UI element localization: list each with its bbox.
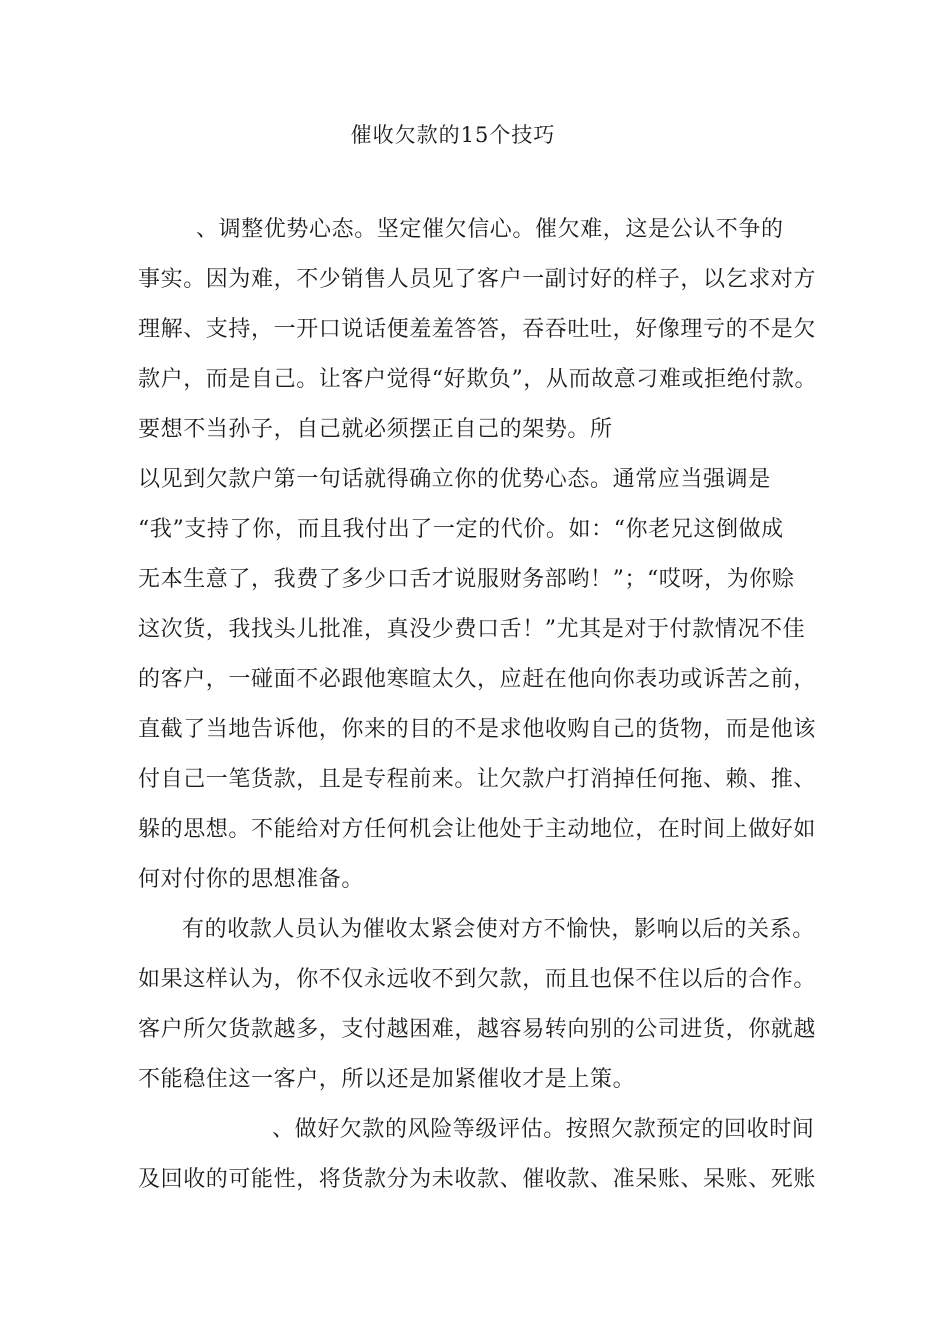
- paragraph-line: 有的收款人员认为催收太紧会使对方不愉快，影响以后的关系。: [182, 917, 815, 942]
- paragraph-line: 的客户，一碰面不必跟他寒暄太久，应赶在他向你表功或诉苦之前，: [138, 667, 817, 692]
- document-title: 催收欠款的15个技巧: [350, 123, 556, 147]
- paragraph-line: 客户所欠货款越多，支付越困难，越容易转向别的公司进货，你就越: [138, 1017, 817, 1042]
- paragraph-line: 要想不当孙子，自己就必须摆正自己的架势。所: [138, 417, 613, 442]
- paragraph-line: 直截了当地告诉他，你来的目的不是求他收购自己的货物，而是他该: [138, 717, 817, 742]
- paragraph-line: 以见到欠款户第一句话就得确立你的优势心态。通常应当强调是: [138, 467, 771, 492]
- paragraph-line: 这次货，我找头儿批准，真没少费口舌！”尤其是对于付款情况不佳: [138, 617, 806, 642]
- paragraph-line: 躲的思想。不能给对方任何机会让他处于主动地位，在时间上做好如: [138, 817, 817, 842]
- paragraph-line: 款户，而是自己。让客户觉得“好欺负”，从而故意刁难或拒绝付款。: [138, 367, 818, 392]
- paragraph-line: 无本生意了，我费了多少口舌才说服财务部哟！”；“哎呀，为你赊: [138, 567, 795, 592]
- paragraph-line: 、调整优势心态。坚定催欠信心。催欠难，这是公认不争的: [196, 217, 784, 242]
- paragraph-line: 及回收的可能性，将货款分为未收款、催收款、准呆账、呆账、死账: [138, 1167, 817, 1192]
- paragraph-line: 事实。因为难，不少销售人员见了客户一副讨好的样子，以乞求对方: [138, 267, 817, 292]
- paragraph-line: 理解、支持，一开口说话便羞羞答答，吞吞吐吐，好像理亏的不是欠: [138, 317, 817, 342]
- paragraph-line: 不能稳住这一客户，所以还是加紧催收才是上策。: [138, 1067, 636, 1092]
- paragraph-line: “我”支持了你，而且我付出了一定的代价。如：“你老兄这倒做成: [138, 517, 784, 542]
- paragraph-line: 如果这样认为，你不仅永远收不到欠款，而且也保不住以后的合作。: [138, 967, 817, 992]
- paragraph-line: 何对付你的思想准备。: [138, 867, 365, 892]
- paragraph-line: 付自己一笔货款，且是专程前来。让欠款户打消掉任何拖、赖、推、: [138, 767, 817, 792]
- paragraph-line: 、做好欠款的风险等级评估。按照欠款预定的回收时间: [272, 1117, 815, 1142]
